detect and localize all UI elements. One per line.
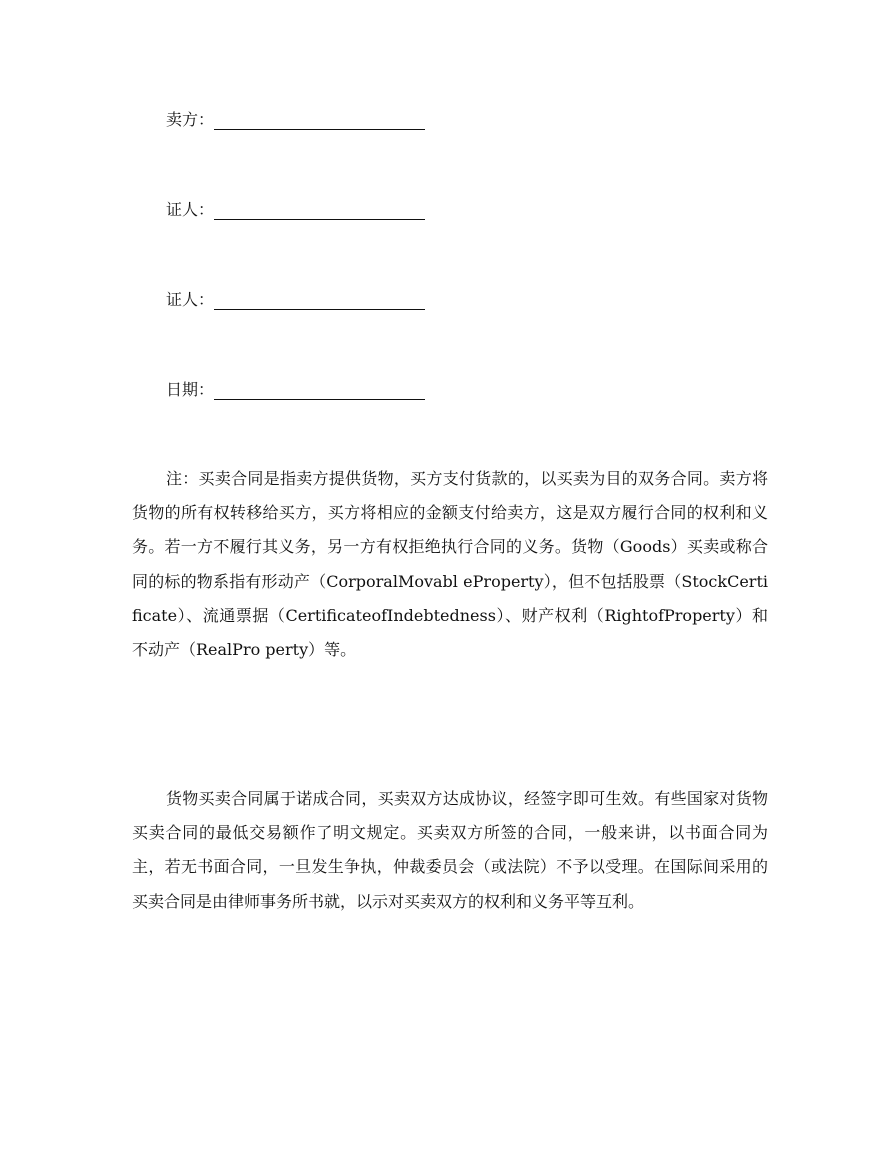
signature-blank [214,111,425,130]
signature-blank [214,201,425,220]
signature-label: 日期： [166,380,215,399]
signature-label: 证人： [166,290,215,309]
note-paragraph: 注：买卖合同是指卖方提供货物，买方支付货款的，以买卖为目的双务合同。卖方将货物的所有权转移给买方，买方将相应的金额支付给卖方，这是双方履行合同的权利和义务。若一方不履行其义务，另一方有权拒绝执行合同的义务。货物（Goods）买卖或称合同的标的物系指有形动产（CorporalMovabl eProperty），但不包括股票（StockCertificate）、流通票据（CertificateofIndebtedness）、财产权利（RightofProperty）和不动产（RealPro perty）等。 [132,469,768,660]
signature-blank [214,381,425,400]
signature-label: 证人： [166,200,215,219]
signature-blank [214,291,425,310]
body-paragraph: 货物买卖合同属于诺成合同，买卖双方达成协议，经签字即可生效。有些国家对货物买卖合同的最低交易额作了明文规定。买卖双方所签的合同，一般来讲，以书面合同为主，若无书面合同，一旦发生争执，仲裁委员会（或法院）不予以受理。在国际间采用的买卖合同是由律师事务所书就，以示对买卖双方的权利和义务平等互利。 [132,789,768,911]
signature-line-seller [166,104,425,130]
signature-line-witness-2 [166,284,425,310]
signature-line-date [166,374,425,400]
signature-line-witness-1 [166,194,425,220]
signature-label: 卖方： [166,110,215,129]
